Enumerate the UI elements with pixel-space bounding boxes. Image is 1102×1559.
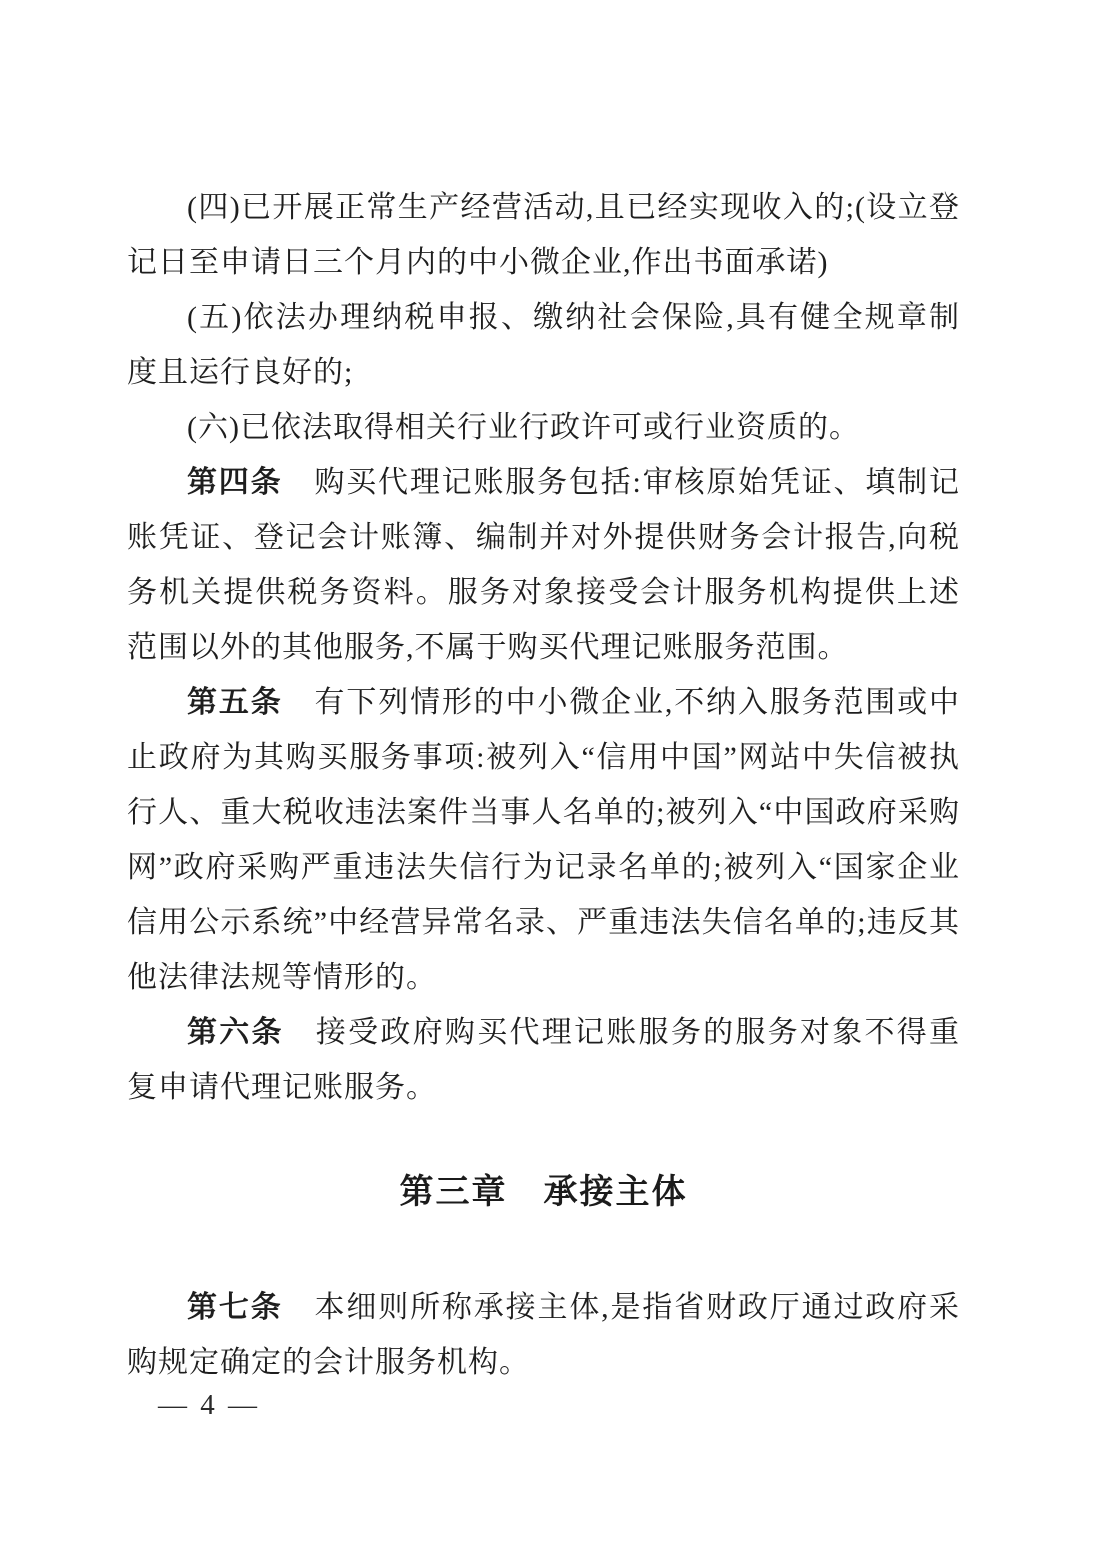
paragraph-item-5: [127, 290, 960, 400]
paragraph-article-6: [127, 1005, 960, 1115]
paragraph-text: (五)依法办理纳税申报、缴纳社会保险,具有健全规章制度且运行良好的;: [127, 301, 960, 389]
paragraph-text: 本细则所称承接主体,是指省财政厅通过政府采购规定确定的会计服务机构。: [127, 1291, 961, 1379]
paragraph-item-4: [127, 180, 960, 290]
article-number-lead: 第六条: [187, 1016, 284, 1049]
paragraph-article-7: [127, 1280, 960, 1390]
paragraph-article-5: [127, 675, 960, 1005]
paragraph-article-4: [127, 455, 960, 675]
article-number-lead: 第四条: [187, 466, 283, 499]
paragraph-text: 接受政府购买代理记账服务的服务对象不得重复申请代理记账服务。: [127, 1016, 961, 1104]
document-body: [127, 180, 960, 1390]
paragraph-text: 有下列情形的中小微企业,不纳入服务范围或中止政府为其购买服务事项:被列入“信用中国”网站中失信被执行人、重大税收违法案件当事人名单的;被列入“中国政府采购网”政府采购严重违法失信行为记录名单的;被列入“国家企业信用公示系统”中经营异常名录、严重违法失信名单的;违反其他法律法规等情形的。: [127, 686, 961, 994]
article-number-lead: 第七条: [187, 1291, 283, 1324]
paragraph-text: 购买代理记账服务包括:审核原始凭证、填制记账凭证、登记会计账簿、编制并对外提供财务会计报告,向税务机关提供税务资料。服务对象接受会计服务机构提供上述范围以外的其他服务,不属于购买代理记账服务范围。: [127, 466, 960, 664]
paragraph-item-6: [127, 400, 960, 455]
article-number-lead: 第五条: [187, 686, 283, 719]
paragraph-text: (四)已开展正常生产经营活动,且已经实现收入的;(设立登记日至申请日三个月内的中小微企业,作出书面承诺): [127, 191, 960, 279]
paragraph-text: (六)已依法取得相关行业行政许可或行业资质的。: [187, 411, 860, 444]
chapter-heading: 第三章 承接主体: [399, 1173, 688, 1211]
page-number: — 4 —: [158, 1389, 260, 1421]
